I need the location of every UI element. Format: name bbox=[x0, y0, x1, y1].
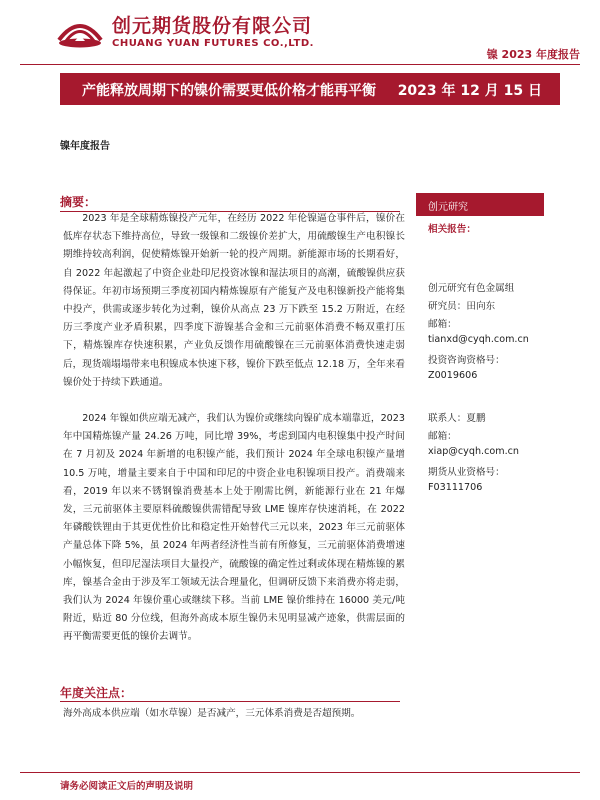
contact-license-label: 期货从业资格号： bbox=[428, 467, 505, 478]
footer-disclaimer[interactable]: 请务必阅读正文后的声明及说明 bbox=[60, 781, 194, 792]
company-name-en: CHUANG YUAN FUTURES CO.,LTD. bbox=[112, 38, 314, 49]
contact-email[interactable]: xiap@cyqh.com.cn bbox=[428, 446, 519, 457]
related-reports-label: 相关报告： bbox=[428, 224, 476, 235]
footer-divider bbox=[20, 772, 580, 773]
title-banner bbox=[60, 73, 560, 105]
contact-email-label: 邮箱： bbox=[428, 431, 457, 442]
company-name-cn: 创元期货股份有限公司 bbox=[112, 15, 313, 37]
focus-heading: 年度关注点： bbox=[60, 686, 133, 700]
report-date: 2023 年 12 月 15 日 bbox=[397, 83, 542, 99]
summary-heading: 摘要： bbox=[60, 195, 97, 209]
sidebar-header-label: 创元研究 bbox=[428, 202, 468, 213]
analyst-email-label: 邮箱： bbox=[428, 319, 457, 330]
summary-paragraph-2: 2024 年镍如供应端无减产，我们认为镍价或继续向镍矿成本端靠近，2023 年中国精炼镍产量 24.26 万吨，同比增 39%，考虑到国内电积镍集中投产时间在 7 月初及 2024 年新增的电积镍产能，我们预计 2024 年全球电积镍产量增 10.5 万吨，增量主要来自于中国和印尼的中资企业电积镍项目投产。消费端来看，2019 年以来不锈钢镍消费基本上处于刚需比例，新能源行业在 21 年爆发，三元前驱体主要原料硫酸镍供需错配导致 LME 镍库存快速消耗，在 2022 年磷酸铁锂由于其更优性价比和稳定性开始替代三元以来，2023 年三元前驱体产量总体下降 5%，虽 2024 年两者经济性当前有所修复，三元前驱体消费增速小幅恢复，但印尼湿法项目大量投产，硫酸镍的确定性过剩或体现在精炼镍的累库，镍基合金由于涉及军工领域无法合理量化，但调研反馈下来消费亦将走弱，我们认为 2024 年镍价重心或继续下移。当前 LME 镍价维持在 16000 美元/吨附近，贴近 80 分位线，但海外高成本原生镍仍未见明显减产迹象，供需层面的再平衡需要更低的镍价去调节。 bbox=[63, 413, 405, 643]
contact-name: 联系人：夏鹏 bbox=[428, 413, 486, 424]
sidebar-header bbox=[416, 193, 544, 216]
analyst-email[interactable]: tianxd@cyqh.com.cn bbox=[428, 334, 529, 345]
report-title: 产能释放周期下的镍价需要更低价格才能再平衡 bbox=[82, 83, 376, 99]
analyst-license-label: 投资咨询资格号： bbox=[428, 355, 505, 366]
header-divider bbox=[20, 64, 580, 65]
summary-paragraph-1: 2023 年是全球精炼镍投产元年，在经历 2022 年伦镍逼仓事件后，镍价在低库存状态下维持高位，导致一级镍和二级镍价差扩大，用硫酸镍生产电积镍长期维持较高利润，促使精炼镍开始新一轮的投产周期。新能源市场的长期看好，自 2022 年起激起了中资企业赴印尼投资冰镍和湿法项目的高潮，硫酸镍供应获得保证。年初市场预期三季度初国内精炼镍原有产能复产及电积镍新投产能将集中投产，供需或逐步转化为过剩，镍价从高点 23 万下跌至 15.2 万附近，在经历三季度产业矛盾积累，四季度下游镍基合金和三元前驱体消费不畅双重打压下，精炼镍库存快速积累，产业负反馈作用硫酸镍在三元前驱体消费快速走弱后，现货端塌塌带来电积镍成本快速下移，镍价下跌至低点 12.18 万，全年来看镍价处于持续下跌通道。 bbox=[63, 213, 405, 388]
report-type-label: 镍年度报告 bbox=[60, 141, 110, 152]
contact-license: F03111706 bbox=[428, 482, 483, 493]
focus-text: 海外高成本供应端（如水草镍）是否减产，三元体系消费是否超预期。 bbox=[63, 708, 361, 719]
analyst-name: 研究员：田向东 bbox=[428, 301, 496, 312]
report-series-label: 镍 2023 年度报告 bbox=[486, 48, 580, 61]
analyst-license: Z0019606 bbox=[428, 370, 478, 381]
company-logo bbox=[55, 10, 105, 50]
focus-divider bbox=[60, 701, 400, 702]
analyst-group: 创元研究有色金属组 bbox=[428, 283, 515, 294]
